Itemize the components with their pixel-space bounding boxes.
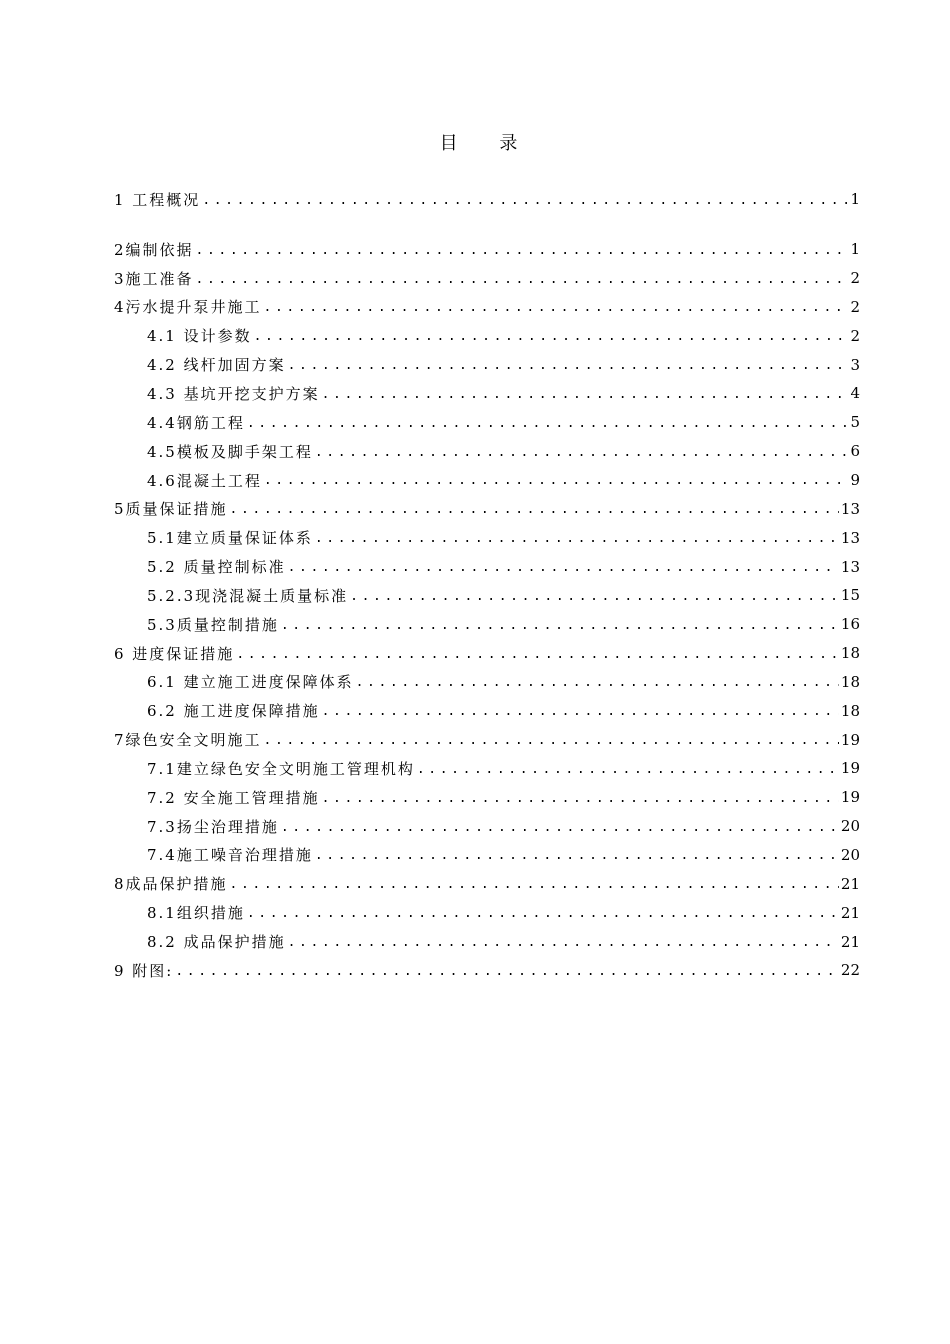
toc-entry-label: 5质量保证措施 xyxy=(114,500,228,519)
toc-entry-label: 9 附图: xyxy=(114,961,174,980)
dot-leader xyxy=(264,474,849,494)
toc-entry-page-number: 2 xyxy=(850,297,860,316)
toc-entry[interactable] xyxy=(114,668,860,697)
toc-entry-label: 8.1组织措施 xyxy=(147,904,245,923)
toc-entry[interactable] xyxy=(114,552,860,581)
dot-leader xyxy=(322,792,839,812)
toc-entry-page-number: 13 xyxy=(840,528,860,547)
dot-leader xyxy=(175,965,839,985)
toc-entry[interactable] xyxy=(114,927,860,956)
toc-entry[interactable] xyxy=(114,696,860,725)
toc-entry-page-number: 19 xyxy=(840,759,860,778)
dot-leader xyxy=(247,907,839,927)
toc-entry[interactable] xyxy=(114,293,860,322)
dot-leader xyxy=(281,619,839,639)
dot-leader xyxy=(288,936,839,956)
toc-entry-page-number: 18 xyxy=(840,701,860,720)
toc-entry-label: 7.2 安全施工管理措施 xyxy=(147,788,320,807)
dot-leader xyxy=(281,821,839,841)
toc-entry[interactable] xyxy=(114,869,860,898)
toc-entry-page-number: 19 xyxy=(840,730,860,749)
toc-entry-page-number: 13 xyxy=(840,499,860,518)
toc-entry-page-number: 3 xyxy=(850,355,860,374)
toc-entry-page-number: 2 xyxy=(850,269,860,288)
toc-entry-label: 6 进度保证措施 xyxy=(114,644,235,663)
dot-leader xyxy=(196,244,849,264)
toc-entry-label: 6.2 施工进度保障措施 xyxy=(147,702,320,721)
toc-entry-page-number: 4 xyxy=(850,384,860,403)
toc-entry[interactable] xyxy=(114,639,860,668)
toc-entry-label: 5.2 质量控制标准 xyxy=(147,558,286,577)
dot-leader xyxy=(315,849,839,869)
toc-entry[interactable] xyxy=(114,581,860,610)
toc-entry-label: 4.5模板及脚手架工程 xyxy=(147,442,313,461)
dot-leader xyxy=(202,194,848,214)
toc-entry-page-number: 18 xyxy=(840,672,860,691)
toc-entry-label: 4.2 线杆加固方案 xyxy=(147,356,286,375)
toc-entry-label: 4.1 设计参数 xyxy=(147,327,252,346)
toc-entry[interactable] xyxy=(114,754,860,783)
toc-entry-label: 7绿色安全文明施工 xyxy=(114,731,262,750)
toc-entry-page-number: 20 xyxy=(840,817,860,836)
toc-entry-page-number: 22 xyxy=(840,961,860,980)
toc-entry[interactable] xyxy=(114,235,860,264)
toc-entry-page-number: 5 xyxy=(850,413,860,432)
toc-entry-page-number: 21 xyxy=(840,932,860,951)
toc-title: 目 录 xyxy=(439,133,536,154)
toc-entry-label: 7.3扬尘治理措施 xyxy=(147,817,279,836)
toc-entry-page-number: 19 xyxy=(840,788,860,807)
toc-entry-page-number: 18 xyxy=(840,644,860,663)
toc-entry-label: 3施工准备 xyxy=(114,269,194,288)
toc-entry-label: 8成品保护措施 xyxy=(114,875,228,894)
toc-entry[interactable] xyxy=(114,812,860,841)
toc-entry-label: 4.6混凝土工程 xyxy=(147,471,262,490)
dot-leader xyxy=(247,417,849,437)
dot-leader xyxy=(230,878,839,898)
toc-entry-label: 5.1建立质量保证体系 xyxy=(147,529,313,548)
dot-leader xyxy=(196,273,849,293)
toc-entry-label: 1 工程概况 xyxy=(114,190,201,209)
toc-entry[interactable] xyxy=(114,466,860,495)
dot-leader xyxy=(254,330,849,350)
dot-leader xyxy=(315,446,849,466)
toc-entry-label: 7.1建立绿色安全文明施工管理机构 xyxy=(147,759,415,778)
toc-entry-page-number: 2 xyxy=(850,326,860,345)
dot-leader xyxy=(264,301,849,321)
dot-leader xyxy=(236,648,839,668)
toc-entry-page-number: 21 xyxy=(840,903,860,922)
toc-entry[interactable] xyxy=(114,264,860,293)
dot-leader xyxy=(315,532,839,552)
toc-entry-page-number: 6 xyxy=(850,442,860,461)
dot-leader xyxy=(356,676,839,696)
toc-entry[interactable] xyxy=(114,408,860,437)
toc-entry-label: 8.2 成品保护措施 xyxy=(147,933,286,952)
dot-leader xyxy=(322,705,839,725)
toc-entry-page-number: 15 xyxy=(840,586,860,605)
dot-leader xyxy=(264,734,839,754)
toc-entry[interactable] xyxy=(114,350,860,379)
toc-entry[interactable] xyxy=(114,437,860,466)
dot-leader xyxy=(230,503,839,523)
toc-entry[interactable] xyxy=(114,321,860,350)
toc-entry[interactable] xyxy=(114,841,860,870)
toc-entry-page-number: 1 xyxy=(850,190,860,209)
toc-entry[interactable] xyxy=(114,185,860,214)
toc-entry-label: 4污水提升泵井施工 xyxy=(114,298,262,317)
toc-entry-page-number: 1 xyxy=(850,240,860,259)
toc-entry-page-number: 16 xyxy=(840,615,860,634)
toc-entry[interactable] xyxy=(114,783,860,812)
toc-entry-page-number: 21 xyxy=(840,874,860,893)
dot-leader xyxy=(288,561,839,581)
toc-entry-label: 5.2.3现浇混凝土质量标准 xyxy=(147,586,349,605)
toc-entry[interactable] xyxy=(114,610,860,639)
table-of-contents xyxy=(114,185,860,985)
dot-leader xyxy=(350,590,839,610)
toc-entry-label: 5.3质量控制措施 xyxy=(147,615,279,634)
toc-entry-label: 4.3 基坑开挖支护方案 xyxy=(147,384,320,403)
toc-entry-label: 4.4钢筋工程 xyxy=(147,413,245,432)
toc-entry-label: 7.4施工噪音治理措施 xyxy=(147,846,313,865)
toc-entry[interactable] xyxy=(114,898,860,927)
toc-entry[interactable] xyxy=(114,956,860,985)
toc-entry-page-number: 9 xyxy=(850,471,860,490)
toc-entry[interactable] xyxy=(114,494,860,523)
dot-leader xyxy=(417,763,839,783)
toc-entry[interactable] xyxy=(114,725,860,754)
toc-entry-page-number: 13 xyxy=(840,557,860,576)
toc-entry-label: 6.1 建立施工进度保障体系 xyxy=(147,673,354,692)
toc-entry-page-number: 20 xyxy=(840,845,860,864)
toc-entry[interactable] xyxy=(114,379,860,408)
dot-leader xyxy=(322,388,849,408)
toc-entry-label: 2编制依据 xyxy=(114,240,194,259)
toc-entry[interactable] xyxy=(114,523,860,552)
dot-leader xyxy=(288,359,849,379)
